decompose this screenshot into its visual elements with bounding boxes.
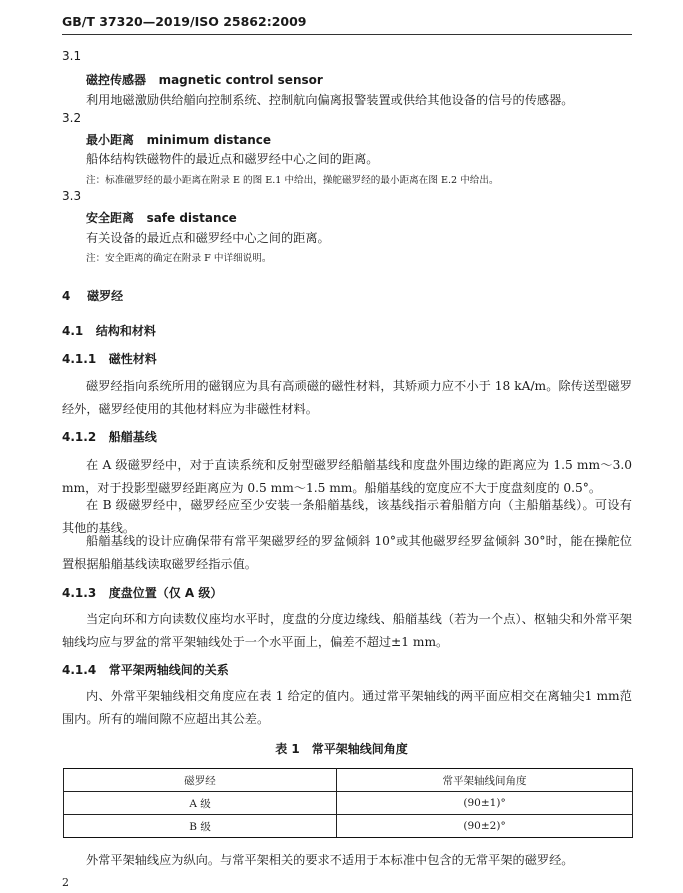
definition-3-2: 船体结构铁磁物件的最近点和磁罗经中心之间的距离。: [86, 152, 379, 166]
paragraph-4-1-2-c: 船艏基线的设计应确保带有常平架磁罗经的罗盆倾斜 10°或其他磁罗经罗盆倾斜 30°时，能在操舵位置根据船艏基线读取磁罗经指示值。: [62, 534, 632, 571]
table-cell: A 级: [64, 792, 337, 815]
section-number-3-2: 3.2: [62, 111, 82, 125]
paragraph-4-1-4: 内、外常平架轴线相交角度应在表 1 给定的值内。通过常平架轴线的两平面应相交在离轴尖1 mm范围内。所有的端间隙不应超出其公差。: [62, 689, 632, 726]
heading-4-1-2: [62, 428, 157, 445]
heading-number: 4.1.3: [62, 586, 97, 600]
table-caption: 表 1 常平架轴线间角度: [275, 742, 408, 756]
table-cell: (90±2)°: [337, 815, 633, 838]
term-cn: 最小距离: [86, 133, 135, 147]
paragraph-4-1-2-b: 在 B 级磁罗经中，磁罗经应至少安装一条船艏基线，该基线指示着船艏方向（主船艏基线）。可设有其他的基线。: [62, 498, 632, 535]
heading-4: [62, 287, 123, 304]
table-header-cell: 磁罗经: [64, 769, 337, 792]
heading-4-1-4: [62, 661, 229, 678]
heading-title: 磁罗经: [87, 289, 124, 303]
table-header-cell: 常平架轴线间角度: [337, 769, 633, 792]
heading-title: 常平架两轴线间的关系: [108, 663, 229, 677]
section-number-3-1: 3.1: [62, 49, 82, 63]
heading-number: 4: [62, 289, 71, 303]
heading-number: 4.1.4: [62, 663, 97, 677]
table-row: [64, 792, 633, 815]
table-cell: B 级: [64, 815, 337, 838]
paragraph-4-1-2-a: 在 A 级磁罗经中，对于直读系统和反射型磁罗经船艏基线和度盘外围边缘的距离应为 1.5 mm～3.0 mm，对于投影型磁罗经距离应为 0.5 mm～1.5 mm。船艏基线的宽度应不大于度盘刻度的 0.5°。: [62, 458, 632, 495]
note-3-3: 注：安全距离的确定在附录 F 中详细说明。: [86, 253, 272, 264]
table-header-row: [64, 769, 633, 792]
heading-number: 4.1.2: [62, 430, 97, 444]
paragraph-4-1-1: 磁罗经指向系统所用的磁钢应为具有高顽磁的磁性材料，其矫顽力应不小于 18 kA/m。除传送型磁罗经外，磁罗经使用的其他材料应为非磁性材料。: [62, 379, 632, 416]
section-number-3-3: 3.3: [62, 189, 82, 203]
heading-4-1: [62, 322, 156, 339]
term-en: magnetic control sensor: [158, 73, 323, 87]
table-gimbal-angles: [63, 768, 633, 838]
term-3-1: [86, 71, 323, 88]
heading-title: 磁性材料: [108, 352, 157, 366]
term-en: minimum distance: [146, 133, 272, 147]
term-3-2: [86, 131, 271, 148]
standard-header: GB/T 37320—2019/ISO 25862:2009: [62, 14, 307, 29]
table-row: [64, 815, 633, 838]
paragraph-4-1-3: 当定向环和方向读数仪座均水平时，度盘的分度边缘线、船艏基线（若为一个点）、枢轴尖和外常平架轴线均应与罗盆的常平架轴线处于一个水平面上，偏差不超过±1 mm。: [62, 612, 632, 649]
table-cell: (90±1)°: [337, 792, 633, 815]
heading-4-1-3: [62, 584, 222, 601]
definition-3-1: 利用地磁激励供给艏向控制系统、控制航向偏离报警装置或供给其他设备的信号的传感器。: [86, 93, 574, 107]
note-3-2: 注：标准磁罗经的最小距离在附录 E 的图 E.1 中给出，操舵磁罗经的最小距离在图 E.2 中给出。: [86, 175, 499, 186]
heading-title: 度盘位置（仅 A 级）: [108, 586, 223, 600]
heading-title: 结构和材料: [95, 324, 156, 338]
heading-4-1-1: [62, 350, 157, 367]
term-3-3: [86, 209, 237, 226]
term-cn: 安全距离: [86, 211, 135, 225]
heading-number: 4.1: [62, 324, 84, 338]
heading-number: 4.1.1: [62, 352, 97, 366]
header-rule: [62, 34, 632, 35]
term-en: safe distance: [146, 211, 237, 225]
term-cn: 磁控传感器: [86, 73, 147, 87]
page-number: 2: [62, 876, 69, 889]
definition-3-3: 有关设备的最近点和磁罗经中心之间的距离。: [86, 231, 330, 245]
heading-title: 船艏基线: [108, 430, 157, 444]
paragraph-after-table: 外常平架轴线应为纵向。与常平架相关的要求不适用于本标准中包含的无常平架的磁罗经。: [86, 853, 574, 867]
